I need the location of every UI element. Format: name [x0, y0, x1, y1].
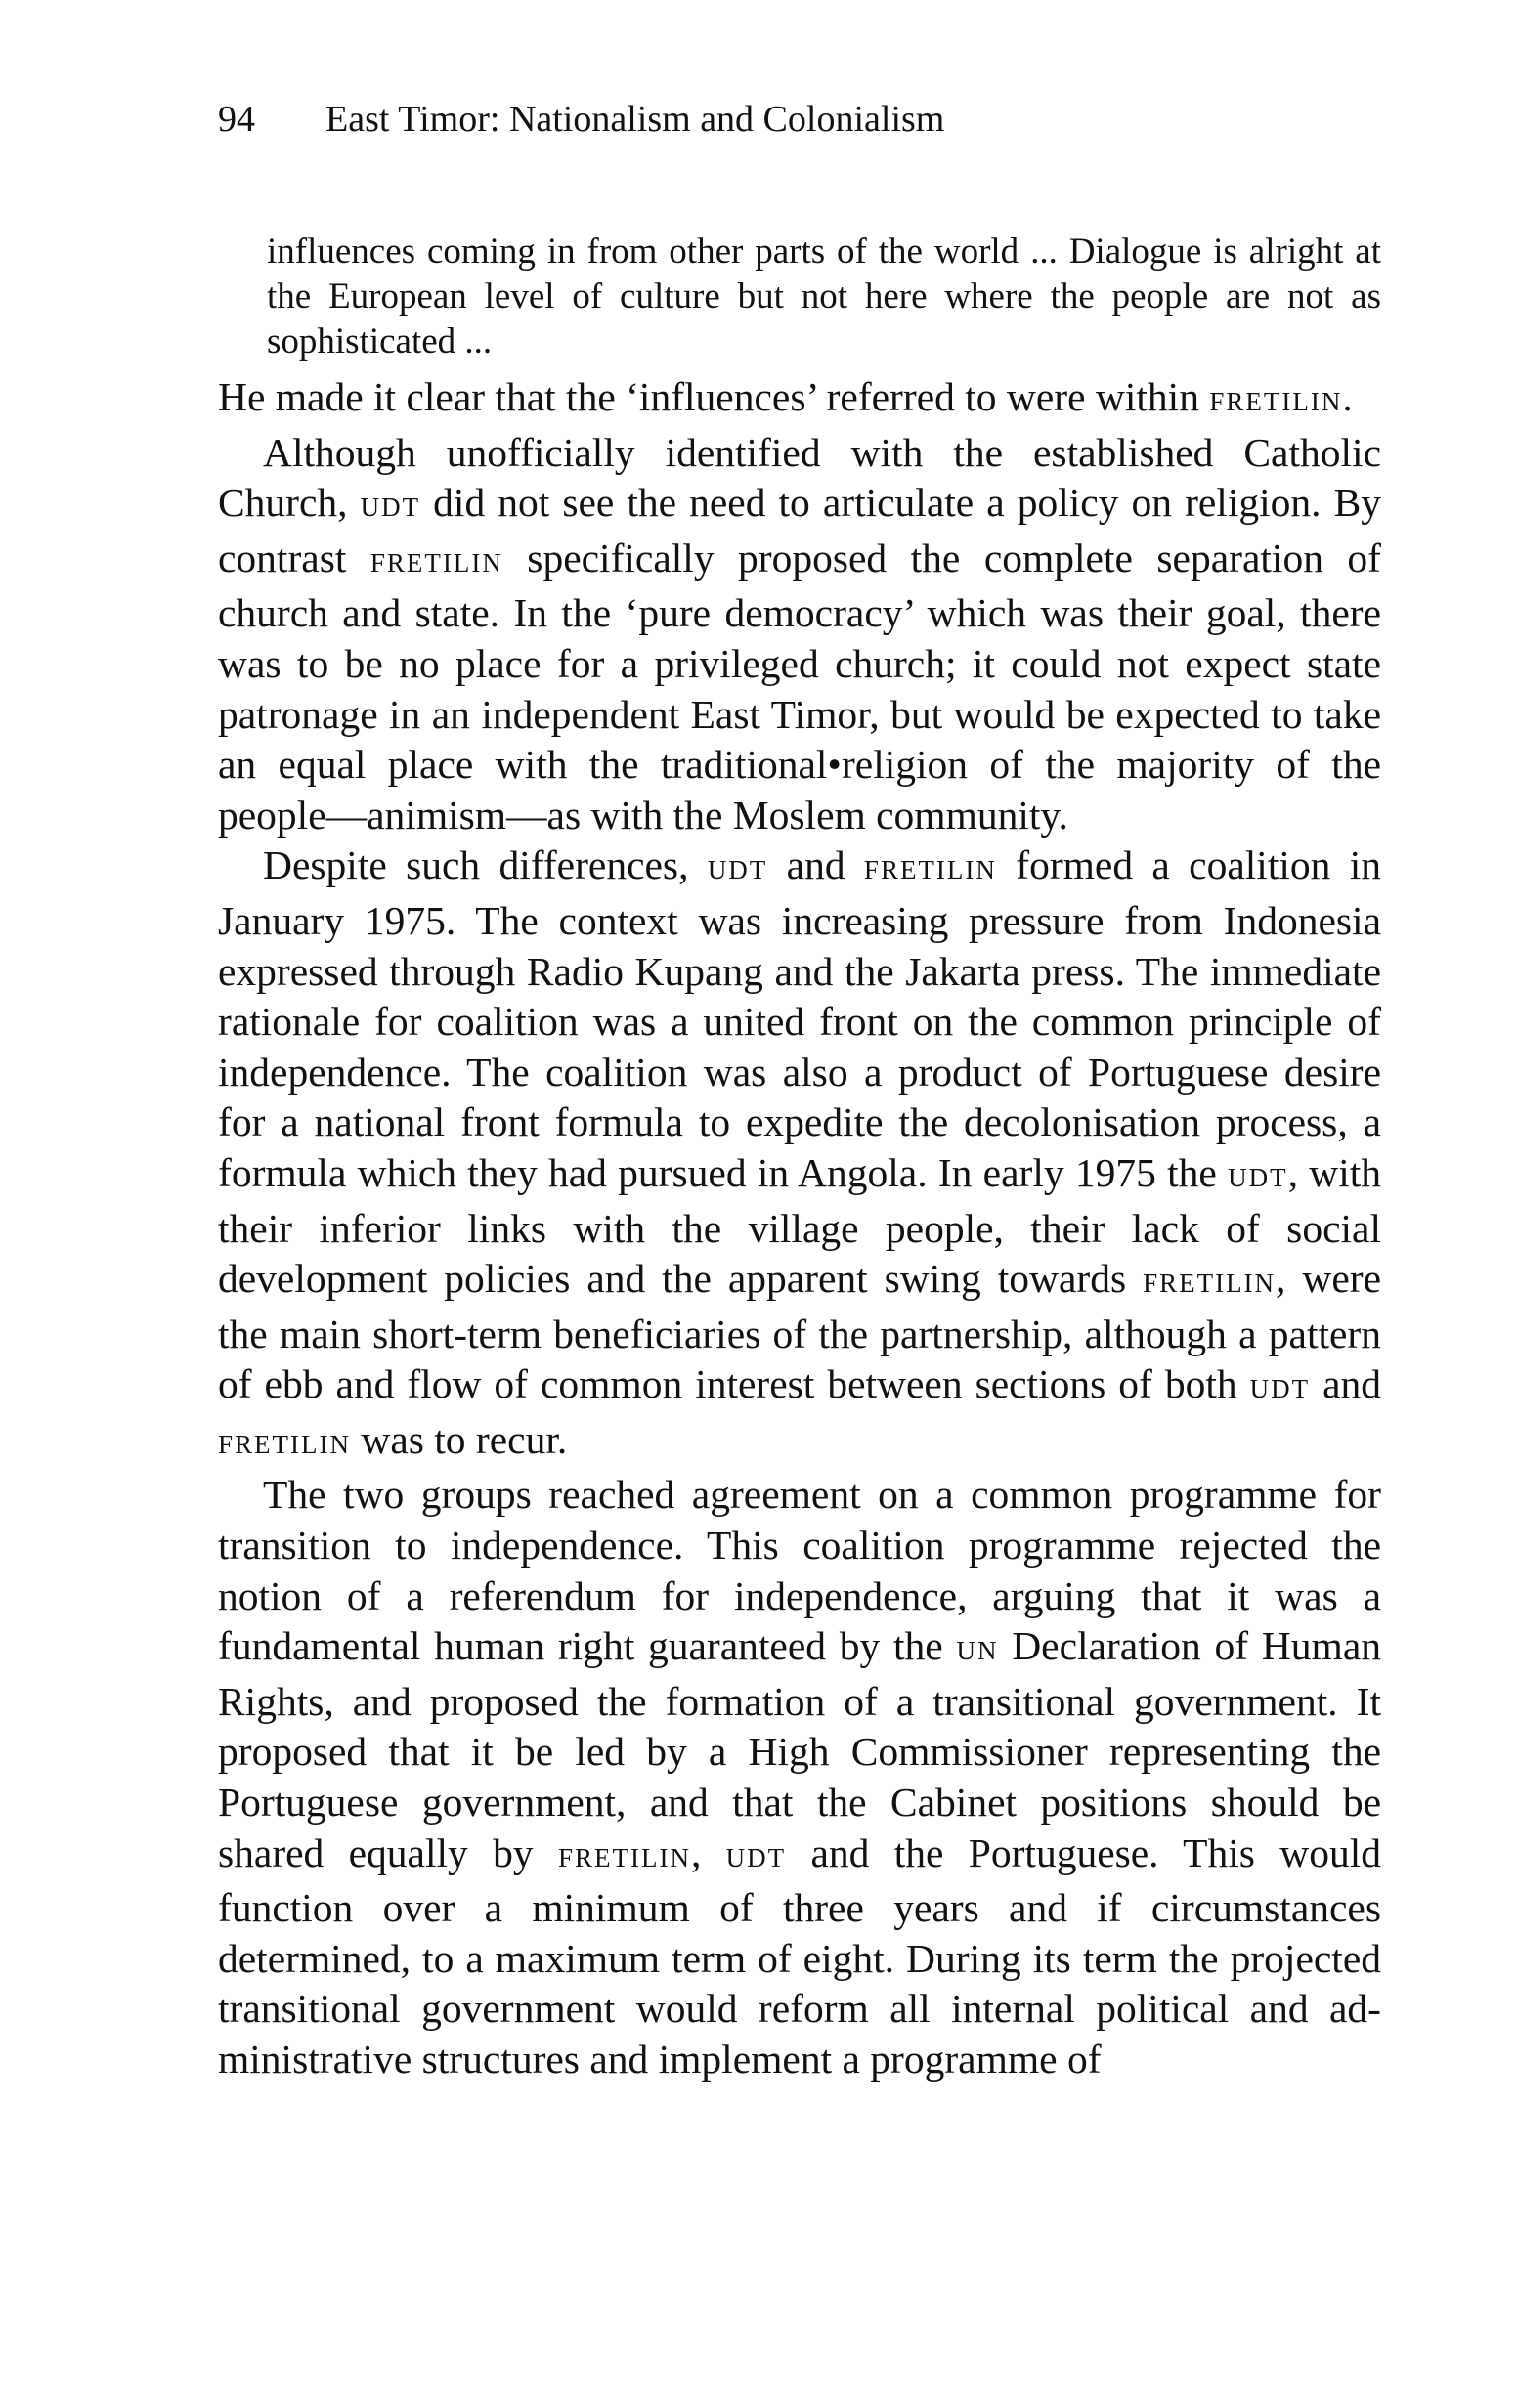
running-head: [218, 98, 1381, 141]
acronym-small-caps: FRETILIN: [557, 1842, 691, 1872]
text-run: He made it clear that the ‘influences’ referred to were within: [218, 374, 1210, 419]
acronym-small-caps: FRETILIN: [369, 547, 503, 578]
page-number: 94: [218, 99, 255, 140]
paragraph-1: [218, 372, 1381, 428]
body-text: [218, 230, 1381, 2086]
text-run: Although unofficially identified with the established Catholic Church,: [218, 429, 1381, 526]
text-run: formed a coalition in January 1975. The context was increasing pressure from Indonesia expressed through Radio Kupang and the Jakarta press. The immediate rationale for coalition was a united front on the common principle of independence. The coalition was also a product of Portuguese desire for a national front formula to expedite the decolonisation process, a formula which they had pursued in Angola. In early 1975 the: [218, 842, 1382, 1195]
text-run: and: [1310, 1361, 1381, 1407]
text-run: ,: [690, 1829, 726, 1875]
acronym-small-caps: FRETILIN: [218, 1429, 351, 1459]
text-run: Despite such differences,: [263, 842, 708, 888]
text-run: , were the main short-term beneficiaries of the partnership, although a pattern of ebb and flow of common interest between sections of both: [218, 1256, 1381, 1407]
block-quote: influences coming in from other parts of the world ... Dialogue is alright at the European level of culture but not here where the people are not as sophisticated ...: [267, 232, 1381, 362]
acronym-small-caps: UN: [956, 1636, 999, 1666]
text-run: The two groups reached agreement on a common programme for transition to independence. This coalition programme rejected the notion of a referendum for independence, arguing that it was a fundamental human right guaranteed by the: [218, 1472, 1381, 1669]
acronym-small-caps: UDT: [725, 1842, 787, 1872]
paragraph-4: [218, 1470, 1381, 2085]
paragraph-3: [218, 840, 1381, 1470]
acronym-small-caps: FRETILIN: [863, 855, 997, 885]
acronym-small-caps: UDT: [707, 855, 768, 885]
running-title: East Timor: Nationalism and Colonialism: [325, 99, 945, 140]
acronym-small-caps: UDT: [360, 493, 421, 523]
text-run: and the Portuguese. This would function over a minimum of three years and if circumstances determined, to a maximum term of eight. During its term the projected transitional government would reform all internal political and administrative structures and implement a programme of: [218, 1829, 1381, 2082]
acronym-small-caps: FRETILIN: [1143, 1268, 1277, 1299]
text-run: Declaration of Human Rights, and proposed the formation of a transitional government. It proposed that it be led by a High Commissioner representing the Portuguese government, and that the Cabinet positions should be shared equally by: [218, 1623, 1381, 1875]
text-run: specifically proposed the complete separation of church and state. In the ‘pure democracy’ which was their goal, there was to be no place for a privileged church; it could not expect state patronage in an independent East Timor, but would be expected to take an equal place with the traditional•religion of the majority of the people—animism—as with the Moslem community.: [218, 535, 1381, 838]
text-run: .: [1342, 374, 1353, 419]
text-run: , with their inferior links with the village people, their lack of social development policies and the apparent swing towards: [218, 1149, 1382, 1302]
acronym-small-caps: FRETILIN: [1209, 387, 1343, 416]
paragraph-2: [218, 428, 1381, 841]
acronym-small-caps: UDT: [1228, 1162, 1288, 1192]
text-run: did not see the need to articulate a policy on religion. By contrast: [218, 480, 1382, 580]
text-run: and: [767, 842, 864, 888]
text-run: was to recur.: [350, 1416, 568, 1462]
acronym-small-caps: UDT: [1249, 1374, 1311, 1404]
